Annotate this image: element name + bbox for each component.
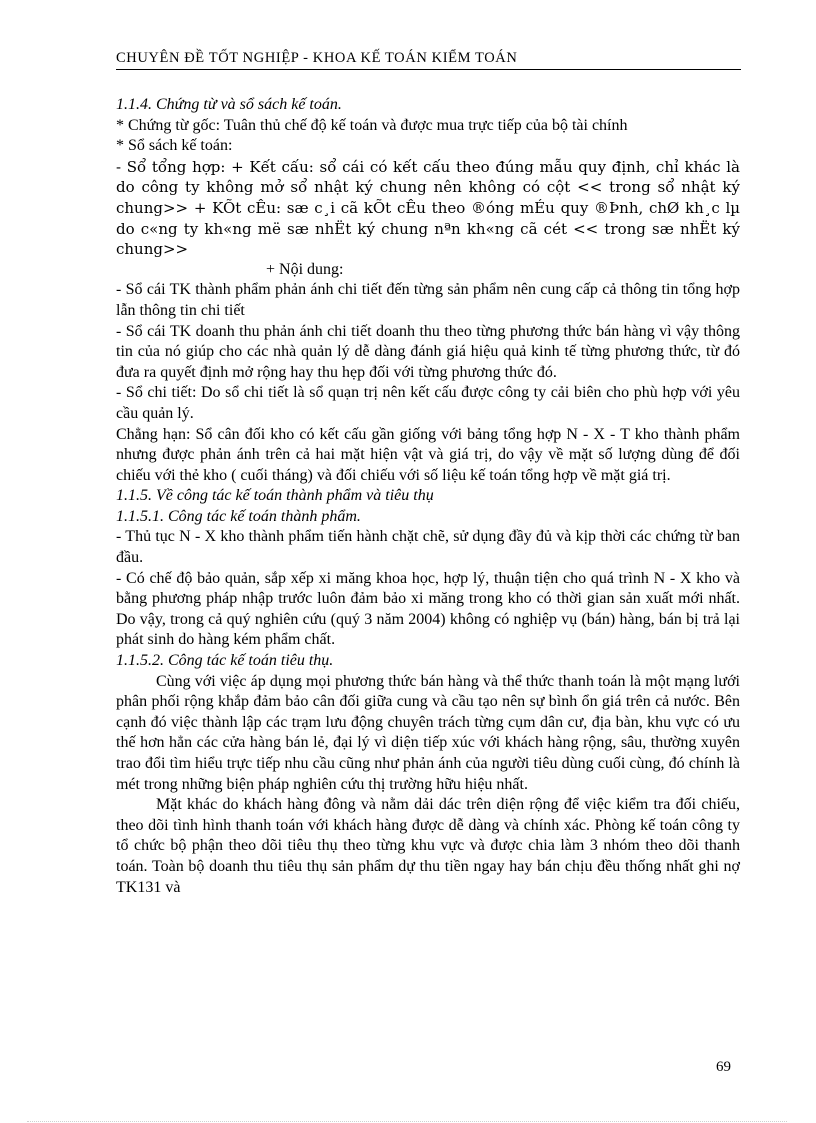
paragraph-source-documents: * Chứng từ gốc: Tuân thủ chế độ kế toán và được mua trực tiếp của bộ tài chính (116, 116, 628, 134)
paragraph-warehouse-procedure: - Thủ tục N - X kho thành phẩm tiến hành chặt chẽ, sử dụng đầy đủ và kịp thời các chứng từ ban đầu. (116, 528, 740, 567)
paragraph-revenue-ledger: - Sổ cái TK doanh thu phản ánh chi tiết doanh thu theo từng phương thức bán hàng vì vậy thông tin của nó giúp cho các nhà quản lý dễ dàng đánh giá hiệu quả kinh tế từng phương thức, từ đó đưa ra quyết định mở rộng hay thu hẹp đối với từng phương thức đó. (116, 322, 740, 381)
paragraph-detail-books: - Sổ chi tiết: Do sổ chi tiết là sổ quạn trị nên kết cấu được công ty cải biên cho phù hợp với yêu cầu quản lý. (116, 384, 740, 422)
paragraph-example-balance: Chẳng hạn: Sổ cân đối kho có kết cấu gần giống với bảng tổng hợp N - X - T kho thành phẩm nhưng được phản ánh trên cả hai mặt hiện vật và giá trị, do vậy về mặt số lượng dùng để đối chiếu với thẻ kho ( cuối tháng) và đối chiếu với số liệu kế toán tổng hợp về mặt giá trị. (116, 425, 740, 484)
page-bottom-border (27, 1121, 787, 1122)
header-divider (116, 69, 741, 70)
paragraph-books-heading: * Sổ sách kế toán: (116, 137, 233, 155)
paragraph-sales-network: Cùng với việc áp dụng mọi phương thức bán hàng và thể thức thanh toán là một mạng lưới phân phối rộng khắp đảm bảo cân đối giữa cung và cầu tạo nên sự bình ổn giá trên cả nước. Bên cạnh đó việc thành lập các trạm lưu động chuyên trách từng cụm dân cư, địa bàn, khu vực có ưu thế hơn hẳn các cửa hàng bán lẻ, đại lý vì diện tiếp xúc với khách hàng rộng, sâu, thường xuyên trao đổi tìm hiểu trực tiếp nhu cầu cũng như phản ánh của người tiêu dùng cuối cùng, đó chính là mét trong những biện pháp nghiên cứu thị trường hữu hiệu nhất. (116, 672, 740, 793)
paragraph-content-label: + Nội dung: (266, 260, 344, 278)
section-heading-1-1-5: 1.1.5. Về công tác kế toán thành phẩm và tiêu thụ (116, 487, 434, 505)
section-heading-1-1-5-2: 1.1.5.2. Công tác kế toán tiêu thụ. (116, 652, 334, 670)
page-number: 69 (716, 1059, 731, 1075)
section-heading-1-1-5-1: 1.1.5.1. Công tác kế toán thành phẩm. (116, 507, 361, 525)
running-header: CHUYÊN ĐỀ TỐT NGHIỆP - KHOA KẾ TOÁN KIỂM TOÁN (116, 50, 518, 66)
paragraph-storage-regime: - Có chế độ bảo quản, sắp xếp xi măng khoa học, hợp lý, thuận tiện cho quá trình N - X kho và bằng phương pháp nhập trước luôn đảm bảo xi măng trong kho có thời gian sản xuất mới nhất. Do vậy, trong cả quý nghiên cứu (quý 3 năm 2004) không có nghiệp vụ (bán) hàng, bán bị trả lại phát sinh do hàng kém phẩm chất. (116, 569, 740, 649)
section-heading-1-1-4: 1.1.4. Chứng từ và sổ sách kế toán. (116, 96, 342, 113)
paragraph-customer-tracking: Mặt khác do khách hàng đông và nằm dải dác trên diện rộng để việc kiểm tra đối chiếu, theo dõi tình hình thanh toán với khách hàng được dễ dàng và chính xác. Phòng kế toán công ty tổ chức bộ phận theo dõi tiêu thụ theo từng khu vực và được chia làm 3 nhóm theo dõi thanh toán. Toàn bộ doanh thu tiêu thụ sản phẩm dự thu tiền ngay hay bán chịu đều thống nhất ghi nợ TK131 và (116, 796, 740, 896)
paragraph-general-ledger-structure: - Sổ tổng hợp: + Kết cấu: sổ cái có kết cấu theo đúng mẫu quy định, chỉ khác là do công ty không mở sổ nhật ký chung nên không có cột << trong sổ nhật ký chung>> + KÕt cÊu: sæ c¸i cã kÕt cÊu theo ®óng mÉu quy ®Þnh, chØ kh¸c lµ do c«ng ty kh«ng më sæ nhËt ký chung nªn kh«ng cã cét << trong sæ nhËt ký chung>> (116, 157, 740, 259)
document-body (116, 95, 740, 898)
paragraph-finished-goods-ledger: - Sổ cái TK thành phẩm phản ánh chi tiết đến từng sản phẩm nên cung cấp cả thông tin tổng hợp lẫn thông tin chi tiết (116, 281, 740, 319)
